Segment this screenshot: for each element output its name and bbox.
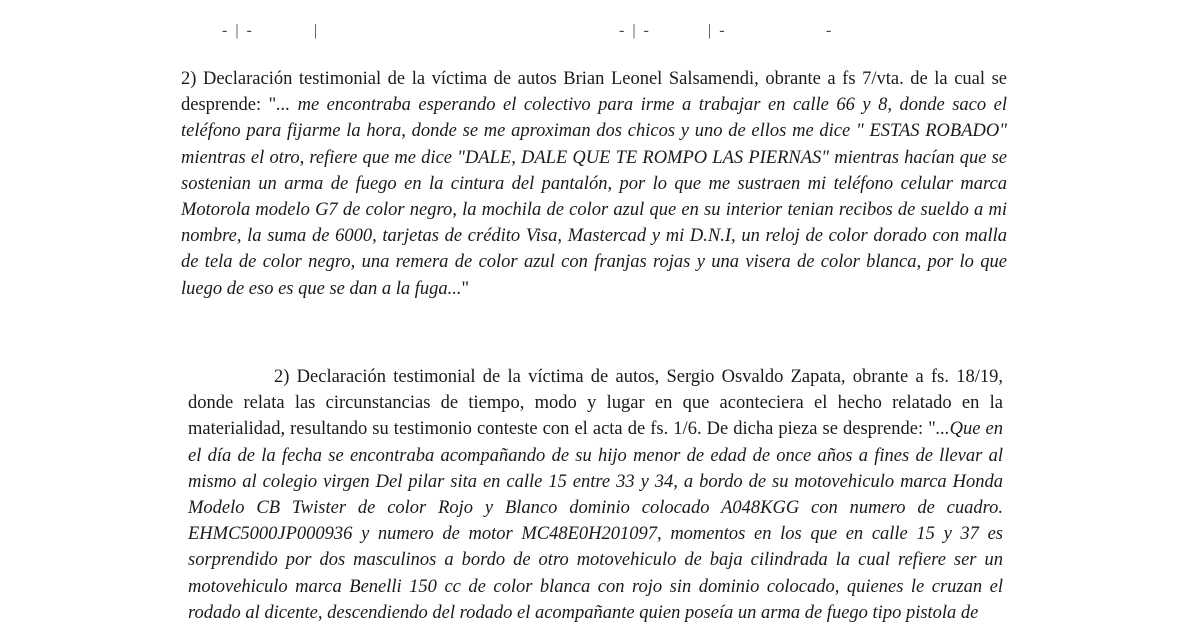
text-fragment: - | -	[222, 22, 254, 39]
text-fragment: - | -	[619, 22, 651, 39]
quoted-testimony: ... me encontraba esperando el colectivo para irme a trabajar en calle 66 y 8, donde saco el teléfono para fijarme la hora, donde se me aproximan dos chicos y uno de ellos me dice " ESTAS ROBADO" mientras el otro, refiere que me dice "DALE, DALE QUE TE ROMPO LAS PIERNAS" mientras hacían que se sostenian un arma de fuego en la cintura del pantalón, por lo que me sustraen mi teléfono celular marca Motorola modelo G7 de color negro, la mochila de color azul que en su interior tenian recibos de sueldo a mi nombre, la suma de 6000, tarjetas de crédito Visa, Mastercad y mi D.N.I, un reloj de color dorado con malla de tela de color negro, una remera de color azul con franjas rojas y una visera de color blanca, por lo que luego de eso es que se dan a la fuga...	[181, 95, 1008, 299]
text-fragment: -	[826, 22, 834, 39]
paragraph-lead: 2) Declaración testimonial de la víctima de autos Brian Leonel Salsamendi, obrante a fs 7/vta. de la cual se desprende: "	[181, 69, 1007, 116]
paragraph-testimony-salsamendi	[181, 66, 1007, 302]
paragraph-lead: 2) Declaración testimonial de la víctima de autos, Sergio Osvaldo Zapata, obrante a fs. 18/19, donde relata las circunstancias de tiempo, modo y lugar en que aconteciera el hecho relatado en la materialidad, resultando su testimonio conteste con el acta de fs. 1/6. De dicha pieza se desprende: "	[188, 367, 1003, 440]
text-fragment: | -	[708, 22, 727, 39]
quoted-testimony: ...Que en el día de la fecha se encontraba acompañando de su hijo menor de edad de once años a fines de llevar al mismo al colegio virgen Del pilar sita en calle 15 entre 33 y 34, a bordo de su motovehiculo marca Honda Modelo CB Twister de color Rojo y Blanco dominio colocado A048KGG con numero de cuadro. EHMC5000JP000936 y numero de motor MC48E0H201097, momentos en los que en calle 15 y 37 es sorprendido por dos masculinos a bordo de otro motovehiculo de baja cilindrada la cual refiere ser un motovehiculo marca Benelli 150 cc de color blanca con rojo sin dominio colocado, quienes le cruzan el rodado al dicente, descendiendo del rodado el acompañante quien poseía un arma de fuego tipo pistola de	[188, 419, 1003, 623]
cut-off-previous-line	[0, 22, 1200, 40]
text-fragment: |	[314, 22, 320, 39]
paragraph-testimony-zapata	[188, 364, 1003, 626]
closing-quote: "	[461, 278, 470, 299]
